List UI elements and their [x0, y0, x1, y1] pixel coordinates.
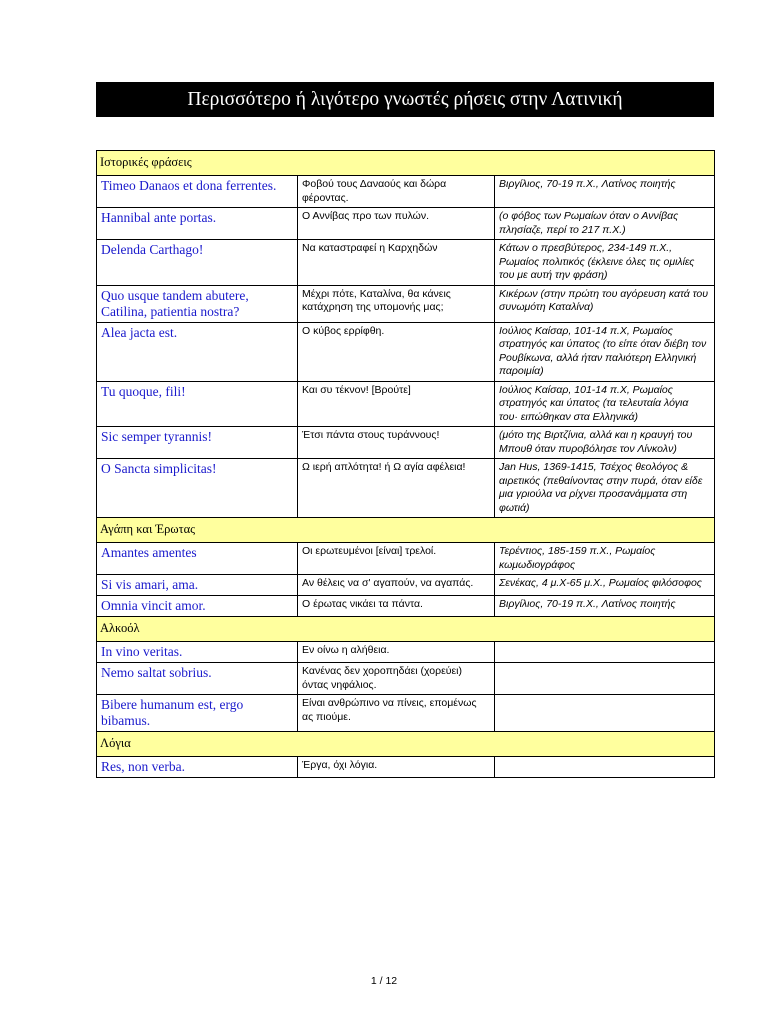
section-header-row	[97, 151, 715, 176]
quote-source	[495, 642, 715, 663]
greek-translation: Ο Αννίβας προ των πυλών.	[298, 208, 495, 240]
greek-translation: Και συ τέκνον! [Βρούτε]	[298, 381, 495, 427]
quote-row	[97, 459, 715, 518]
latin-phrase: Sic semper tyrannis!	[97, 427, 298, 459]
quote-row	[97, 757, 715, 778]
greek-translation: Έργα, όχι λόγια.	[298, 757, 495, 778]
quote-row	[97, 322, 715, 381]
quote-row	[97, 575, 715, 596]
latin-phrase: Omnia vincit amor.	[97, 596, 298, 617]
greek-translation: Έτσι πάντα στους τυράννους!	[298, 427, 495, 459]
latin-phrase: Bibere humanum est, ergo bibamus.	[97, 695, 298, 732]
greek-translation: Να καταστραφεί η Καρχηδών	[298, 240, 495, 286]
quote-source: (ο φόβος των Ρωμαίων όταν ο Αννίβας πλησίαζε, περί το 217 π.Χ.)	[495, 208, 715, 240]
quote-row	[97, 240, 715, 286]
section-header-row	[97, 732, 715, 757]
quote-source: Βιργίλιος, 70-19 π.Χ., Λατίνος ποιητής	[495, 596, 715, 617]
quote-row	[97, 695, 715, 732]
quote-source: Jan Hus, 1369-1415, Τσέχος θεολόγος & αιρετικός (πεθαίνοντας στην πυρά, όταν είδε μια γριούλα να ρίχνει προσανάμματα στη φωτιά)	[495, 459, 715, 518]
quote-source: Ιούλιος Καίσαρ, 101-14 π.Χ, Ρωμαίος στρατηγός και ύπατος (τα τελευταία λόγια του· ειπώθηκαν στα Ελληνικά)	[495, 381, 715, 427]
quote-source: (μότο της Βιρτζίνια, αλλά και η κραυγή του Μπουθ όταν πυροβόλησε τον Λίνκολν)	[495, 427, 715, 459]
quote-row	[97, 381, 715, 427]
latin-phrase: Alea jacta est.	[97, 322, 298, 381]
quote-source: Κάτων ο πρεσβύτερος, 234-149 π.Χ., Ρωμαίος πολιτικός (έκλεινε όλες τις ομιλίες του με αυτή την φράση)	[495, 240, 715, 286]
latin-phrase: In vino veritas.	[97, 642, 298, 663]
quote-row	[97, 596, 715, 617]
latin-phrase: Quo usque tandem abutere, Catilina, patientia nostra?	[97, 285, 298, 322]
section-title: Λόγια	[97, 732, 715, 757]
quote-source	[495, 757, 715, 778]
greek-translation: Φοβού τους Δαναούς και δώρα φέροντας.	[298, 176, 495, 208]
latin-phrase: Amantes amentes	[97, 543, 298, 575]
quote-row	[97, 176, 715, 208]
section-header-row	[97, 617, 715, 642]
quote-source: Τερέντιος, 185-159 π.Χ., Ρωμαίος κωμωδιογράφος	[495, 543, 715, 575]
quote-source	[495, 695, 715, 732]
quote-source	[495, 663, 715, 695]
greek-translation: Κανένας δεν χοροπηδάει (χορεύει) όντας νηφάλιος.	[298, 663, 495, 695]
quote-source: Βιργίλιος, 70-19 π.Χ., Λατίνος ποιητής	[495, 176, 715, 208]
quote-source: Κικέρων (στην πρώτη του αγόρευση κατά του συνωμότη Καταλίνα)	[495, 285, 715, 322]
section-title: Ιστορικές φράσεις	[97, 151, 715, 176]
greek-translation: Οι ερωτευμένοι [είναι] τρελοί.	[298, 543, 495, 575]
document-title: Περισσότερο ή λιγότερο γνωστές ρήσεις στην Λατινική	[96, 82, 714, 117]
latin-phrase: Timeo Danaos et dona ferrentes.	[97, 176, 298, 208]
page-number: 1 / 12	[370, 975, 398, 987]
section-header-row	[97, 518, 715, 543]
greek-translation: Ο κύβος ερρίφθη.	[298, 322, 495, 381]
latin-phrase: Si vis amari, ama.	[97, 575, 298, 596]
quote-row	[97, 642, 715, 663]
quote-row	[97, 208, 715, 240]
quotes-table	[96, 150, 715, 778]
greek-translation: Αν θέλεις να σ' αγαπούν, να αγαπάς.	[298, 575, 495, 596]
latin-phrase: Res, non verba.	[97, 757, 298, 778]
quote-row	[97, 285, 715, 322]
latin-phrase: O Sancta simplicitas!	[97, 459, 298, 518]
section-title: Αγάπη και Έρωτας	[97, 518, 715, 543]
latin-phrase: Tu quoque, fili!	[97, 381, 298, 427]
greek-translation: Μέχρι πότε, Καταλίνα, θα κάνεις κατάχρηση της υπομονής μας;	[298, 285, 495, 322]
section-title: Αλκοόλ	[97, 617, 715, 642]
greek-translation: Ω ιερή απλότητα! ή Ω αγία αφέλεια!	[298, 459, 495, 518]
quote-source: Σενέκας, 4 μ.Χ-65 μ.Χ., Ρωμαίος φιλόσοφος	[495, 575, 715, 596]
greek-translation: Ο έρωτας νικάει τα πάντα.	[298, 596, 495, 617]
latin-phrase: Delenda Carthago!	[97, 240, 298, 286]
quote-row	[97, 663, 715, 695]
quotes-table-body	[97, 151, 715, 778]
quote-row	[97, 543, 715, 575]
latin-phrase: Hannibal ante portas.	[97, 208, 298, 240]
quote-row	[97, 427, 715, 459]
quote-source: Ιούλιος Καίσαρ, 101-14 π.Χ, Ρωμαίος στρατηγός και ύπατος (το είπε όταν διέβη τον Ρουβίκωνα, αλλά ήταν παλιότερη Ελληνική παροιμία)	[495, 322, 715, 381]
greek-translation: Εν οίνω η αλήθεια.	[298, 642, 495, 663]
latin-phrase: Nemo saltat sobrius.	[97, 663, 298, 695]
greek-translation: Είναι ανθρώπινο να πίνεις, επομένως ας πιούμε.	[298, 695, 495, 732]
